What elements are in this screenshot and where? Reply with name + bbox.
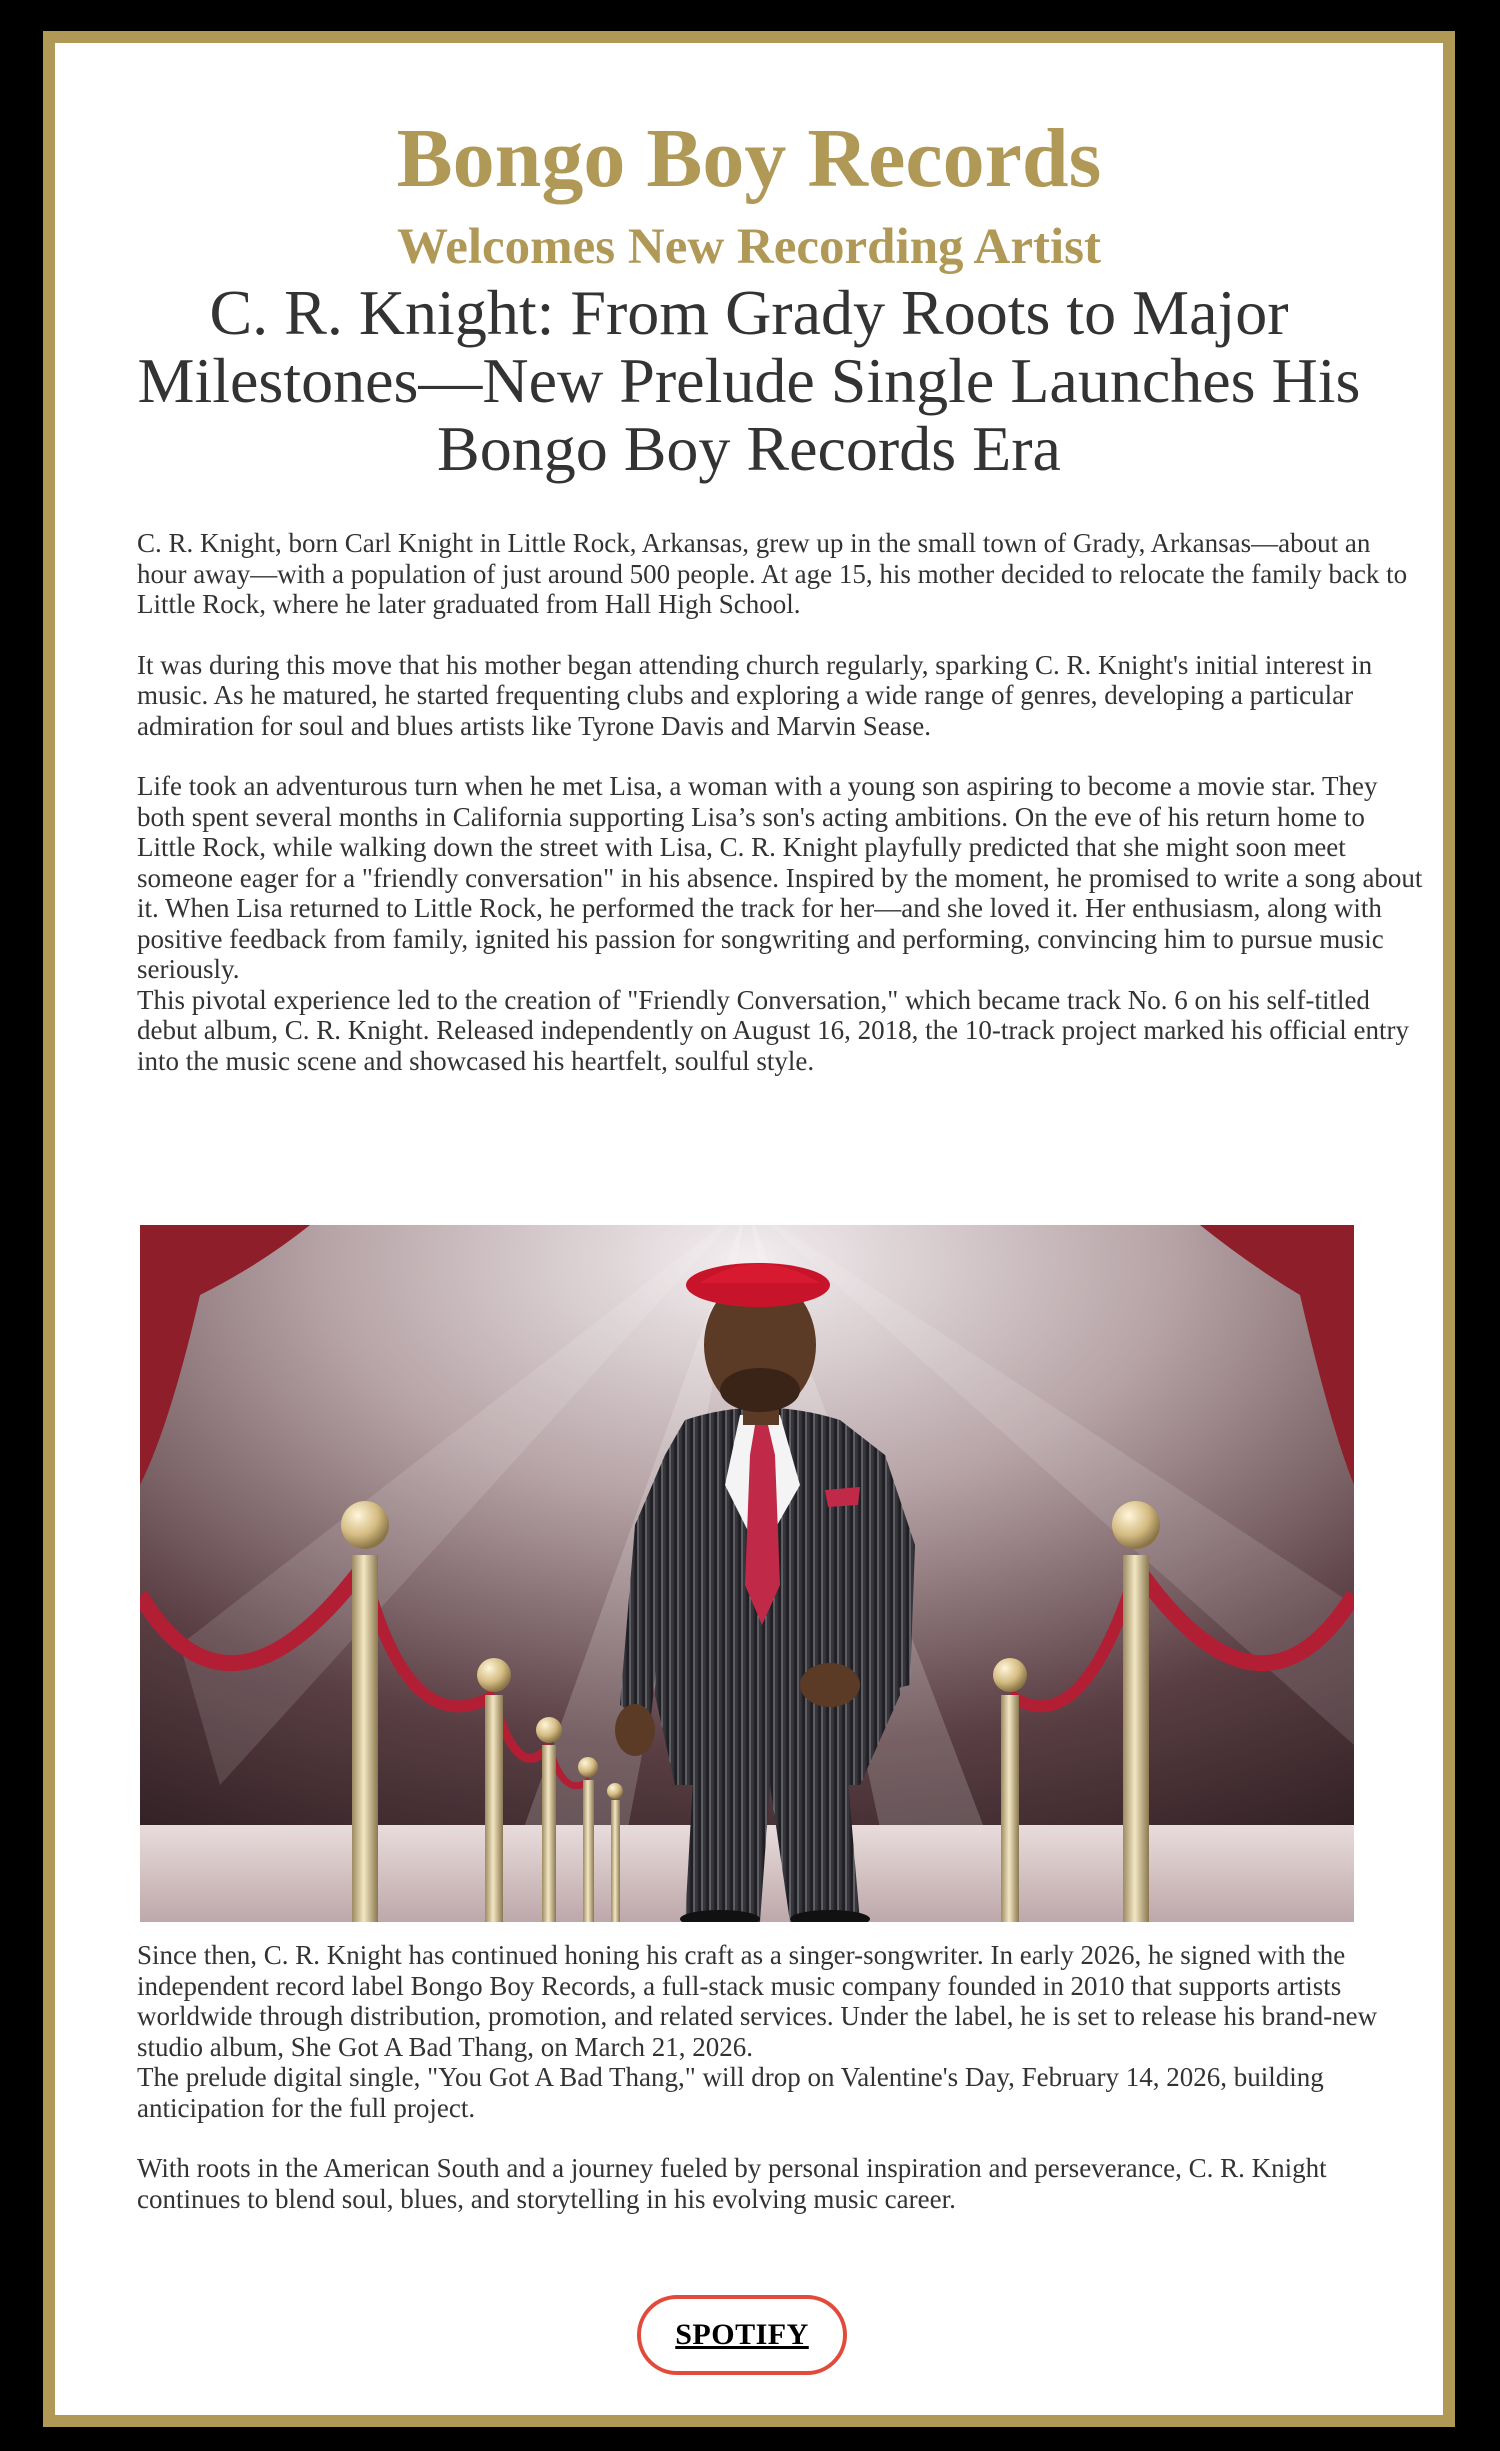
paragraph-early-life: C. R. Knight, born Carl Knight in Little Rock, Arkansas, grew up in the small town of Grady, Arkansas—about an hour away—with a population of just around 500 people. At age 15, his mother decided to relocate the family back to Little Rock, where he later graduated from Hall High School. (137, 528, 1408, 619)
paragraph-debut-album: This pivotal experience led to the creation of "Friendly Conversation," which became track No. 6 on his self-titled debut album, C. R. Knight. Released independently on August 16, 2018, the 10-track project marked his official entry into the music scene and showcased his heartfelt, soulful style. (137, 984, 1409, 1076)
paragraph-music-interest: It was during this move that his mother began attending church regularly, sparking C. R. Knight's initial interest in music. As he matured, he started frequenting clubs and exploring a wide range of genres, developing a particular admiration for soul and blues artists like Tyrone Davis and Marvin Sease. (137, 649, 1373, 741)
paragraph-prelude-single: The prelude digital single, "You Got A Bad Thang," will drop on Valentine's Day, February 14, 2026, building anticipation for the full project. (137, 2062, 1324, 2123)
welcome-subtitle: Welcomes New Recording Artist (397, 219, 1101, 275)
paragraph-lisa-story: Life took an adventurous turn when he met Lisa, a woman with a young son aspiring to become a movie star. They both spent several months in California supporting Lisa’s son's acting ambitions. On the eve of his return home to Little Rock, while walking down the street with Lisa, C. R. Knight playfully predicted that she might soon meet someone eager for a "friendly conversation" in his absence. Inspired by the moment, he promised to write a song about it. When Lisa returned to Little Rock, he performed the track for her—and she loved it. Her enthusiasm, along with positive feedback from family, ignited his passion for songwriting and performing, convincing him to pursue music seriously. (137, 771, 1423, 984)
article-continuation (137, 1940, 1423, 2214)
artist-photo (140, 1225, 1354, 1922)
article-intro (137, 528, 1423, 1076)
spotify-button[interactable]: SPOTIFY (637, 2295, 847, 2375)
newsletter-page (55, 43, 1443, 2415)
paragraph-closing: With roots in the American South and a journey fueled by personal inspiration and perseverance, C. R. Knight continues to blend soul, blues, and storytelling in his evolving music career. (137, 2153, 1327, 2214)
paragraph-label-signing: Since then, C. R. Knight has continued honing his craft as a singer-songwriter. In early 2026, he signed with the independent record label Bongo Boy Records, a full-stack music company founded in 2010 that supports artists worldwide through distribution, promotion, and related services. Under the label, he is set to release his brand-new studio album, She Got A Bad Thang, on March 21, 2026. (137, 1940, 1378, 2062)
brand-title: Bongo Boy Records (396, 112, 1102, 205)
article-headline: C. R. Knight: From Grady Roots to Major Milestones—New Prelude Single Launches His Bongo Boy Records Era (137, 277, 1361, 484)
